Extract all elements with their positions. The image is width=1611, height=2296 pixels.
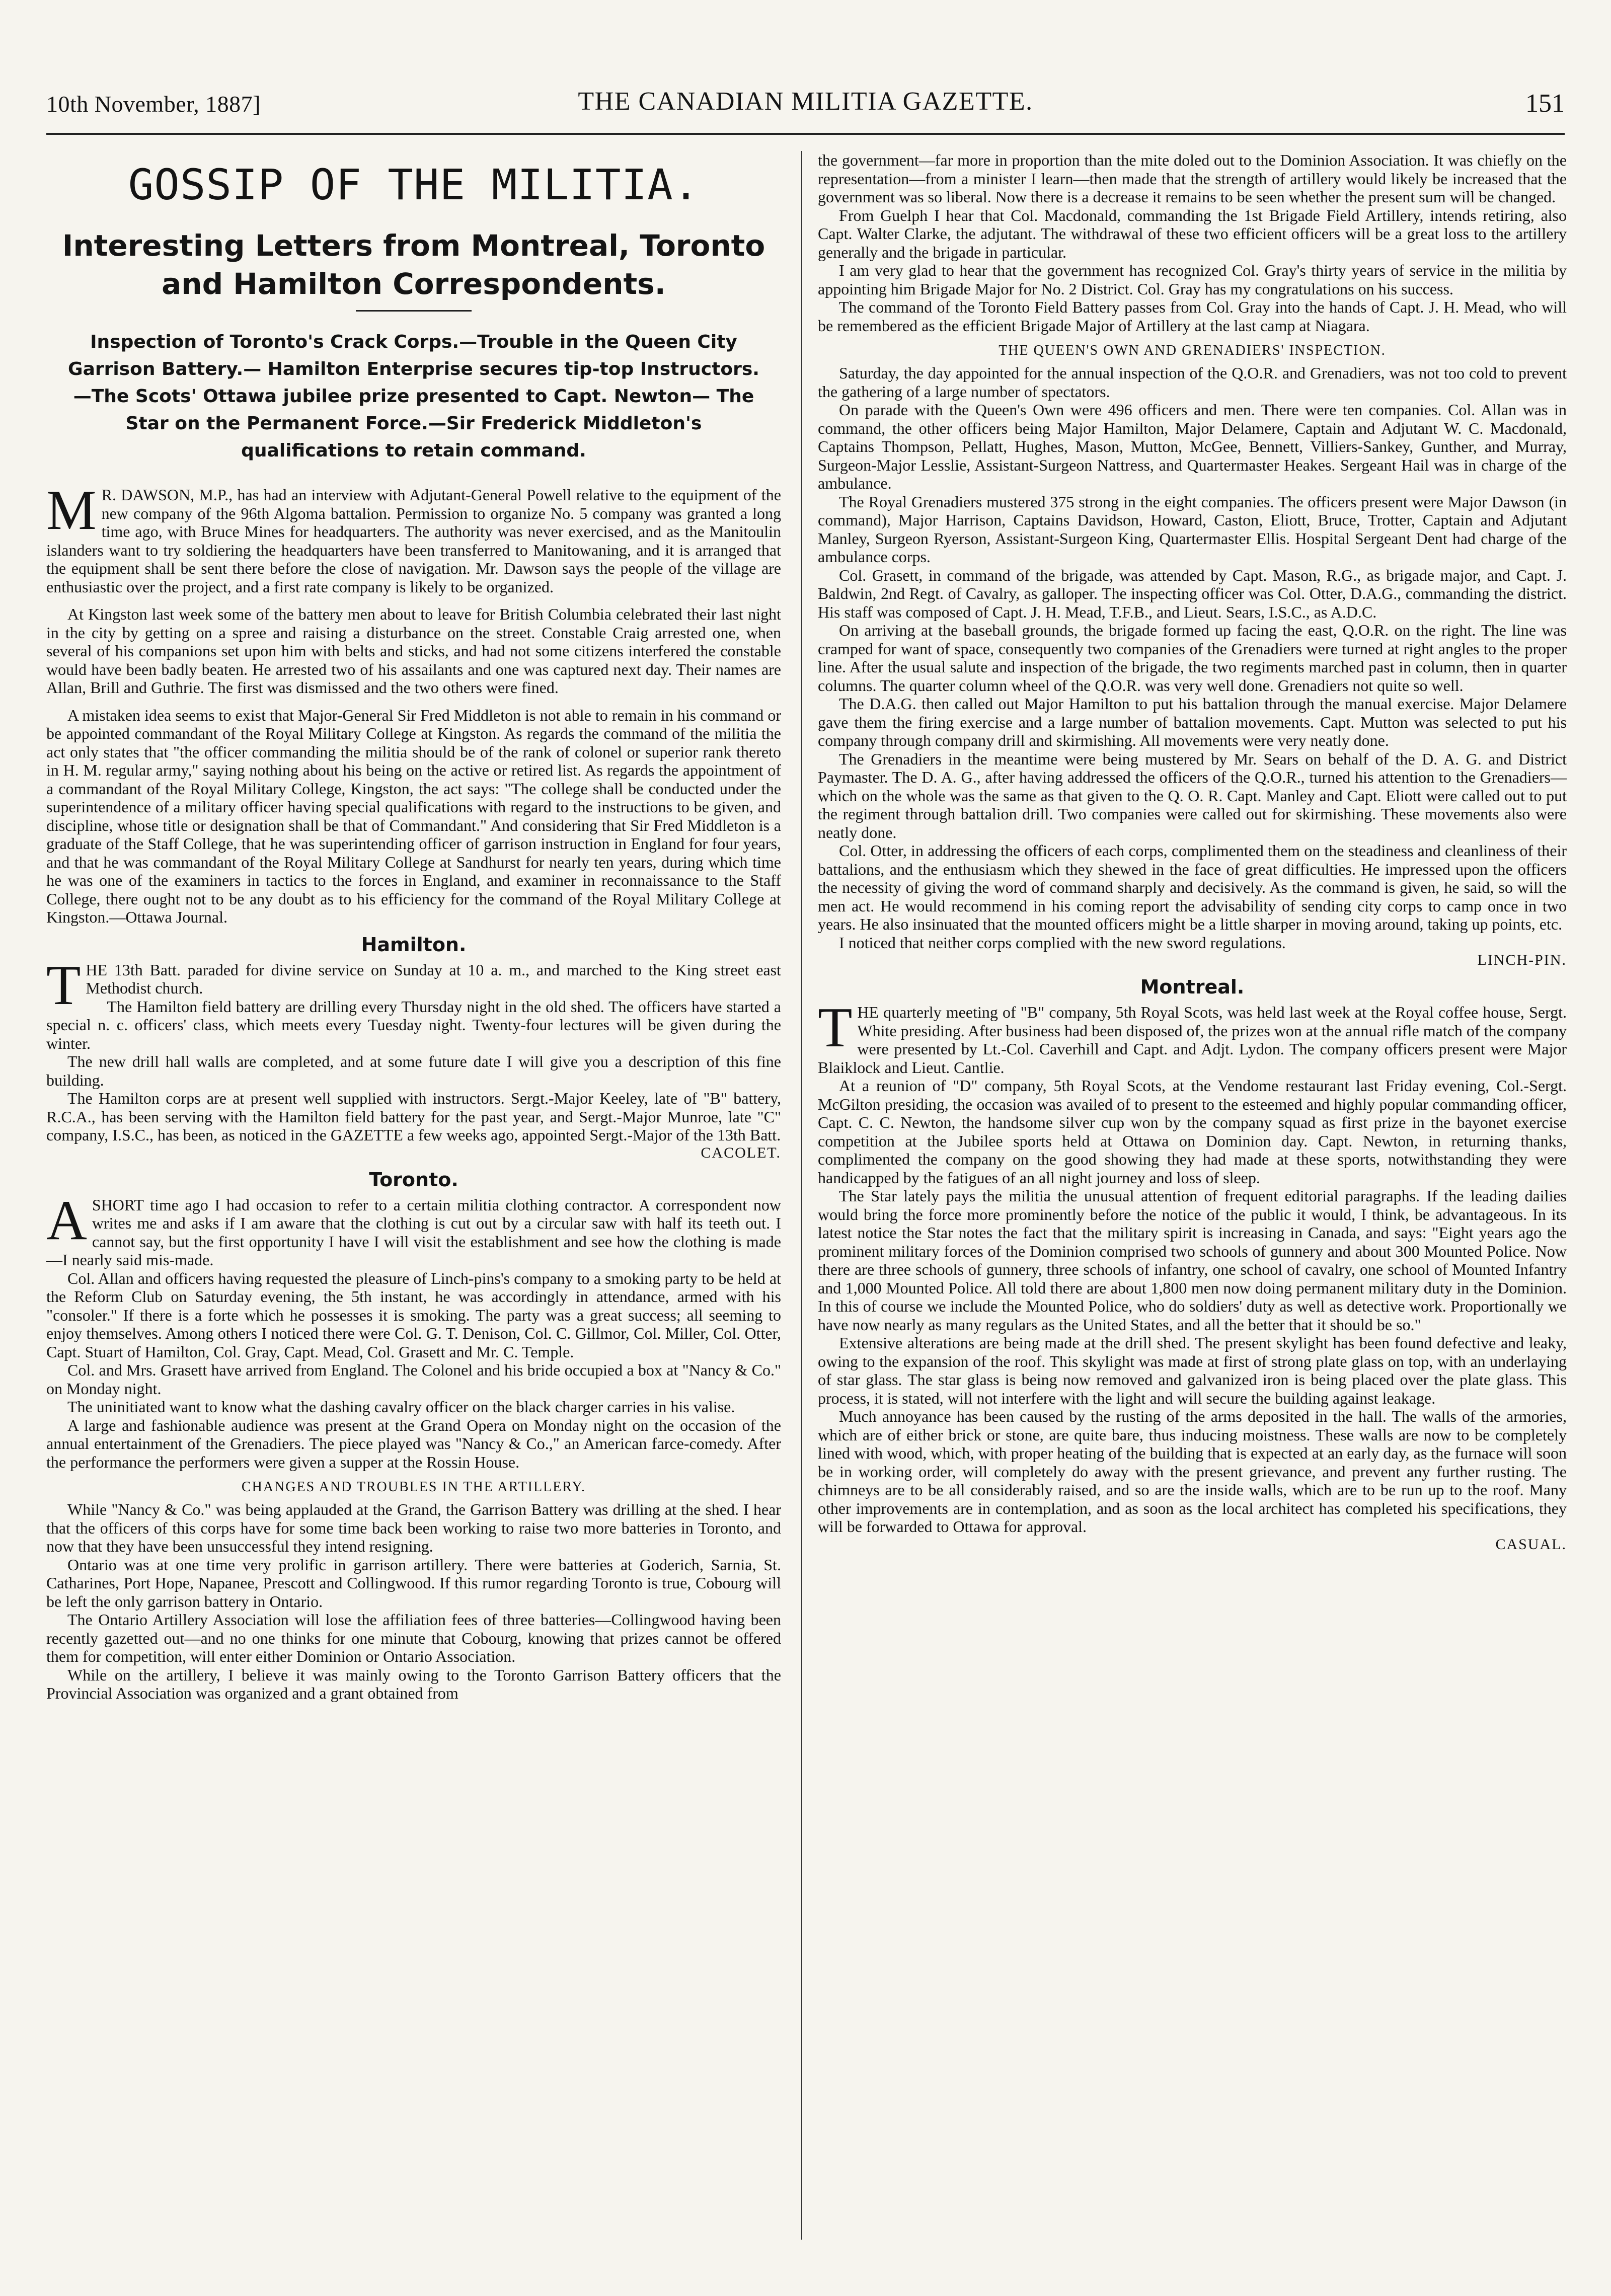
running-head <box>46 75 1565 121</box>
drop-cap: T <box>46 954 81 1017</box>
signature: LINCH-PIN. <box>1477 952 1567 968</box>
paragraph: A mistaken idea seems to exist that Major-General Sir Fred Middleton is not able to remain in his command or be appointed commandant of the Royal Military College at Kingston. As regards the command of the militia the act only states that "the officer commanding the militia should be of the rank of colonel or superior rank thereto in H. M. regular army," saying nothing about his being on the active or retired list. As regards the appointment of a commandant of the Royal Military College, Kingston, the act says: "The college shall be conducted under the superintendence of a military officer having special qualifications with regard to the instructions to be given, and discipline, whose title or designation shall be that of Commandant." And considering that Sir Fred Middleton is a graduate of the Staff College, that he was superintending officer of garrison instruction in England for four years, and that he was commandant of the Royal Military College at Sandhurst for nearly ten years, during which time he was one of the examiners in tactics to the forces in England, and examiner in reconnaissance to the Staff College, there ought not to be any doubt as to his efficiency for the command of the Royal Military College at Kingston.—Ottawa Journal. <box>46 706 781 926</box>
paragraph: While "Nancy & Co." was being applauded at the Grand, the Garrison Battery was drilling at the shed. I hear that the officers of this corps have for some time back been working to raise two more batteries in Toronto, and now that they have been unsuccessful they intend resigning. <box>46 1500 781 1555</box>
paragraph: Col. and Mrs. Grasett have arrived from England. The Colonel and his bride occupied a box at "Nancy & Co." on Monday night. <box>46 1361 781 1398</box>
page-number: 151 <box>1525 89 1565 118</box>
article-subtitle: Interesting Letters from Montreal, Toronto and Hamilton Correspondents. <box>62 228 765 301</box>
paragraph: From Guelph I hear that Col. Macdonald, commanding the 1st Brigade Field Artillery, intends retiring, also Capt. Walter Clarke, the adjutant. The withdrawal of these two efficient officers will be a great loss to the artillery generally and the brigade in particular. <box>818 206 1567 261</box>
article-deck: Inspection of Toronto's Crack Corps.—Trouble in the Queen City Garrison Battery.— Hamilton Enterprise secures tip-top Instructors. —The Scots' Ottawa jubilee prize presented to Capt. Newton— The Star on the Permanent Force.—Sir Frederick Middleton's qualifications to retain command. <box>68 332 759 461</box>
paragraph: The Star lately pays the militia the unusual attention of frequent editorial paragraphs. If the leading dailies would bring the force more prominently before the notice of the public it would, I think, be advantageous. In its latest notice the Star notes the fact that the military spirit is increasing in Canada, and says: "Eight years ago the prominent military forces of the Dominion comprised two schools of gunnery and about 300 Mounted Police. Now there are three schools of gunnery, three schools of infantry, one school of cavalry, one school of Mounted Infantry and 1,000 Mounted Police. All told there are about 1,800 men now doing permanent military duty in the Dominion. In this of course we include the Mounted Police, who do soldiers' duty as well as detective work. Proportionally we have now nearly as many regulars as the United States, and all the better that it should be so." <box>818 1187 1567 1334</box>
paragraph: On arriving at the baseball grounds, the brigade formed up facing the east, Q.O.R. on the right. The line was cramped for want of space, consequently two companies of the Grenadiers were turned at right angles to the proper line. After the usual salute and inspection of the brigade, the two regiments marched past in column, then in quarter columns. The quarter column wheel of the Q.O.R. was very well done. Grenadiers not quite so well. <box>818 621 1567 695</box>
paragraph: M R. DAWSON, M.P., has had an interview with Adjutant-General Powell relative to the equipment of the new company of the 96th Algoma battalion. Permission to organize No. 5 company was granted a long time ago, with Bruce Mines for headquarters. The authority was never exercised, and as the Manitoulin islanders want to try soldiering the headquarters have been transferred to Manitowaning, and it is arranged that the equipment shall be sent there before the close of navigation. Mr. Dawson says the people of the village are enthusiastic over the project, and a first rate company is likely to be organized. <box>46 479 781 596</box>
issue-date: 10th November, 1887] <box>46 91 261 117</box>
signature: CASUAL. <box>1495 1536 1567 1553</box>
paragraph: The command of the Toronto Field Battery passes from Col. Gray into the hands of Capt. J. H. Mead, who will be remembered as the efficient Brigade Major of Artillery at the last camp at Niagara. <box>818 298 1567 335</box>
masthead-title: THE CANADIAN MILITIA GAZETTE. <box>578 87 1033 116</box>
paragraph: the government—far more in proportion than the mite doled out to the Dominion Association. It was chiefly on the representation—from a minister I learn—then made that the strength of artillery would likely be increased that the government was so liberal. Now there is a decrease it remains to be seen whether the present sum will be changed. <box>818 151 1567 206</box>
column-divider <box>801 151 802 2240</box>
subsection-heading: THE QUEEN'S OWN AND GRENADIERS' INSPECTION. <box>999 343 1386 358</box>
paragraph: The uninitiated want to know what the dashing cavalry officer on the black charger carries in his valise. <box>67 1398 735 1416</box>
title-rule <box>356 310 472 312</box>
paragraph: Col. Otter, in addressing the officers of each corps, complimented them on the steadiness and cleanliness of their battalions, and the enthusiasm which they shewed in the face of great difficulties. He impressed upon the officers the necessity of giving the word of command sharply and decisively. As the command is given, he said, so will the men act. He would recommend in his coming report the advisability of sending city corps to camp once in two years. He also insinuated that the mounted officers might be a little sharper in moving around, taking up points, etc. <box>818 841 1567 933</box>
drop-cap: M <box>46 479 97 542</box>
section-heading-montreal: Montreal. <box>1140 976 1245 998</box>
paragraph: While on the artillery, I believe it was mainly owing to the Toronto Garrison Battery officers that the Provincial Association was organized and a grant obtained from <box>46 1665 781 1702</box>
subsection-heading: CHANGES AND TROUBLES IN THE ARTILLERY. <box>241 1479 586 1495</box>
paragraph: Saturday, the day appointed for the annual inspection of the Q.O.R. and Grenadiers, was not too cold to prevent the gathering of a large number of spectators. <box>818 364 1567 401</box>
section-heading-hamilton: Hamilton. <box>361 933 467 956</box>
paragraph: At Kingston last week some of the battery men about to leave for British Columbia celebrated their last night in the city by getting on a spree and raising a disturbance on the street. Constable Craig arrested one, when several of his companions set upon him with belts and sticks, and had not some citizens interfered the constable would have been badly beaten. He arrested two of his assailants and one was captured next day. Their names are Allan, Brill and Guthrie. The first was dismissed and the two others were fined. <box>46 605 781 697</box>
paragraph: The Hamilton corps are at present well supplied with instructors. Sergt.-Major Keeley, late of "B" battery, R.C.A., has been serving with the Hamilton field battery for the past year, and Sergt.-Major Munroe, late "C" company, I.S.C., has been, as noticed in the GAZETTE a few weeks ago, appointed Sergt.-Major of the 13th Batt. <box>46 1089 781 1144</box>
paragraph: The Grenadiers in the meantime were being mustered by Mr. Sears on behalf of the D. A. G. and District Paymaster. The D. A. G., after having addressed the officers of the Q.O.R., turned his attention to the Grenadiers—which on the whole was the same as that given to the Q. O. R. Capt. Manley and Capt. Eliott were called out to put the regiment through battalion drill. Two companies were called out for skirmishing. These movements also were neatly done. <box>818 749 1567 841</box>
paragraph: The Ontario Artillery Association will lose the affiliation fees of three batteries—Collingwood having been recently gazetted out—and no one thinks for one minute that Cobourg, knowing that prizes cannot be offered them for competition, will enter either Dominion or Ontario Association. <box>46 1611 781 1665</box>
paragraph: Ontario was at one time very prolific in garrison artillery. There were batteries at Goderich, Sarnia, St. Catharines, Port Hope, Napanee, Prescott and Collingwood. If this rumor regarding Toronto is true, Cobourg will be left the only garrison battery in Ontario. <box>46 1555 781 1611</box>
paragraph: The new drill hall walls are completed, and at some future date I will give you a description of this fine building. <box>46 1052 781 1089</box>
drop-cap: T <box>818 997 853 1059</box>
paragraph: ASHORT time ago I had occasion to refer to a certain militia clothing contractor. A correspondent now writes me and asks if I am aware that the clothing is cut out by a circular saw with half its teeth out. I cannot say, but the first opportunity I have I will visit the establishment and see how the clothing is made—I nearly said mis-made. <box>46 1189 781 1269</box>
paragraph: Col. Allan and officers having requested the pleasure of Linch-pins's company to a smoking party to be held at the Reform Club on Saturday evening, the 5th instant, he was accordingly in attendance, armed with his "consoler." If there is a forte which he possesses it is smoking. The party was a great success; all seeming to enjoy themselves. Among others I noticed there were Col. G. T. Denison, Col. C. Gillmor, Col. Miller, Col. Otter, Capt. Stuart of Hamilton, Col. Gray, Capt. Mead, Col. Grasett and Mr. C. Temple. <box>46 1269 781 1361</box>
paragraph: Col. Grasett, in command of the brigade, was attended by Capt. Mason, R.G., as brigade major, and Capt. J. Baldwin, 2nd Regt. of Cavalry, as galloper. The inspecting officer was Col. Otter, D.A.G., commanding the district. His staff was composed of Capt. J. H. Mead, T.F.B., and Lieut. Sears, I.S.C., as A.D.C. <box>818 566 1567 621</box>
paragraph: The Hamilton field battery are drilling every Thursday night in the old shed. The officers have started a special n. c. officers' class, which meets every Tuesday night. Twenty-four lectures will be given during the winter. <box>46 997 781 1052</box>
paragraph: The D.A.G. then called out Major Hamilton to put his battalion through the manual exercise. Major Delamere gave them the firing exercise and a large number of battalion movements. Capt. Mutton was selected to put his company through company drill and skirmishing. All movements were very neatly done. <box>818 695 1567 749</box>
paragraph: THE 13th Batt. paraded for divine service on Sunday at 10 a. m., and marched to the King street east Methodist church. <box>46 954 781 1017</box>
paragraph: I am very glad to hear that the government has recognized Col. Gray's thirty years of service in the militia by appointing him Brigade Major for No. 2 District. Col. Gray has my congratulations on his success. <box>818 261 1567 298</box>
paragraph: A large and fashionable audience was present at the Grand Opera on Monday night on the occasion of the annual entertainment of the Grenadiers. The piece played was "Nancy & Co.," an American farce-comedy. After the performance the performers were given a supper at the Rossin House. <box>46 1416 781 1471</box>
drop-cap: A <box>46 1189 87 1252</box>
paragraph: The Royal Grenadiers mustered 375 strong in the eight companies. The officers present were Major Dawson (in command), Major Harrison, Captains Davidson, Howard, Caston, Eliott, Bruce, Trotter, Captain and Adjutant Manley, Surgeon Ryerson, Assistant-Surgeon King, Quartermaster Ellis. Hospital Sergeant Dent had charge of the ambulance corps. <box>818 492 1567 566</box>
right-column <box>818 151 1567 1558</box>
section-heading-toronto: Toronto. <box>369 1168 458 1191</box>
signature: CACOLET. <box>701 1144 781 1161</box>
paragraph: At a reunion of "D" company, 5th Royal Scots, at the Vendome restaurant last Friday evening, Col.-Sergt. McGilton presiding, the occasion was availed of to present to the esteemed and highly popular commanding officer, Capt. C. C. Newton, the handsome silver cup won by the company squad as first prize in the bayonet exercise competition at the Jubilee sports held at Ottawa on Dominion day. Capt. Newton, in returning thanks, complimented the company on the good showing they had made at these sports, notwithstanding they were handicapped by the fatigues of an all night journey and loss of sleep. <box>818 1077 1567 1187</box>
paragraph: On parade with the Queen's Own were 496 officers and men. There were ten companies. Col. Allan was in command, the other officers being Major Hamilton, Major Delamere, Captain and Adjutant W. C. Macdonald, Captains Thompson, Pellatt, Hughes, Mason, Mutton, McGee, Bennett, Villiers-Sankey, Gunther, and Murray, Surgeon-Major Lesslie, Assistant-Surgeon Nattress, and Quartermaster Heakes. Sergeant Hail was in charge of the ambulance. <box>818 401 1567 492</box>
paragraph: Extensive alterations are being made at the drill shed. The present skylight has been found defective and leaky, owing to the expansion of the roof. This skylight was made at first of strong plate glass on top, with an underlaying of star glass. The star glass is being now removed and galvanized iron is being placed over the plate glass. This process, it is stated, will not interfere with the light and will secure the building against leakage. <box>818 1334 1567 1407</box>
left-column <box>46 151 781 1703</box>
paragraph: I noticed that neither corps complied with the new sword regulations. <box>839 933 1286 952</box>
paragraph: THE quarterly meeting of "B" company, 5th Royal Scots, was held last week at the Royal coffee house, Sergt. White presiding. After business had been disposed of, the prizes won at the annual rifle match of the company were presented by Lt.-Col. Caverhill and Capt. and Adjt. Lydon. The company officers present were Major Blaiklock and Lieut. Cantlie. <box>818 997 1567 1077</box>
paragraph: Much annoyance has been caused by the rusting of the arms deposited in the hall. The walls of the armories, which are of either brick or stone, are quite bare, thus inducing moistness. These walls are now to be completely lined with wood, which, with proper heating of the building that is expected at an early day, as the furnace will soon be in working order, will completely do away with the present grievance, and prevent any further rusting. The chimneys are to be all considerably raised, and so are the inside walls, which are to be run up to the roof. Many other improvements are in contemplation, and as soon as the local architect has completed his specifications, they will be forwarded to Ottawa for approval. <box>818 1407 1567 1536</box>
header-rule <box>46 133 1565 135</box>
article-title: GOSSIP OF THE MILITIA. <box>128 160 700 209</box>
